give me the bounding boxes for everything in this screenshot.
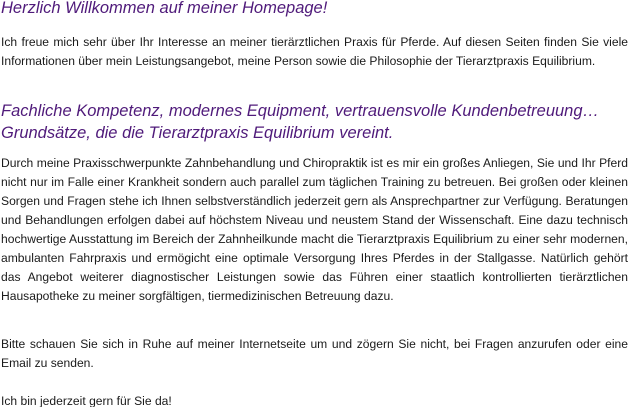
invitation-paragraph: Bitte schauen Sie sich in Ruhe auf meiner Internetseite um und zögern Sie nicht, bei Fragen anzurufen oder eine Email zu senden. [1, 337, 628, 370]
subheading-line-2: Grundsätze, die die Tierarztpraxis Equilibrium vereint. [1, 124, 394, 142]
subheading-line-1: Fachliche Kompetenz, modernes Equipment, vertrauensvolle Kundenbetreuung… [1, 102, 600, 120]
page-title: Herzlich Willkommen auf meiner Homepage! [1, 0, 328, 17]
practice-description-paragraph: Durch meine Praxisschwerpunkte Zahnbehandlung und Chiropraktik ist es mir ein großes Anliegen, Sie und Ihr Pferd nicht nur im Falle einer Krankheit sondern auch parallel zum täglichen Training zu betreuen. Bei großen oder kleinen Sorgen und Fragen stehe ich Ihnen selbstverständlich jederzeit gern als Ansprechpartner zur Verfügung. Beratungen und Behandlungen erfolgen dabei auf höchstem Niveau und neustem Stand der Wissenschaft. Eine dazu technisch hochwertige Ausstattung im Bereich der Zahnheilkunde macht die Tierarztpraxis Equilibrium zu einer sehr modernen, ambulanten Fahrpraxis und ermögicht eine optimale Versorgung Ihres Pferdes in der Stallgasse. Natürlich gehört das Angebot weiterer diagnostischer Leistungen sowie das Führen einer staatlich kontrollierten tierärztlichen Hausapotheke zu meiner sorgfältigen, tiermedizinischen Betreuung dazu. [1, 156, 628, 303]
closing-paragraph: Ich bin jederzeit gern für Sie da! [1, 394, 172, 407]
section-subheading [1, 100, 629, 144]
intro-paragraph: Ich freue mich sehr über Ihr Interesse an meiner tierärztlichen Praxis für Pferde. Auf diesen Seiten finden Sie viele Informationen über mein Leistungsangebot, meine Person sowie die Philosophie der Tierarztpraxis Equilibrium. [1, 35, 628, 68]
